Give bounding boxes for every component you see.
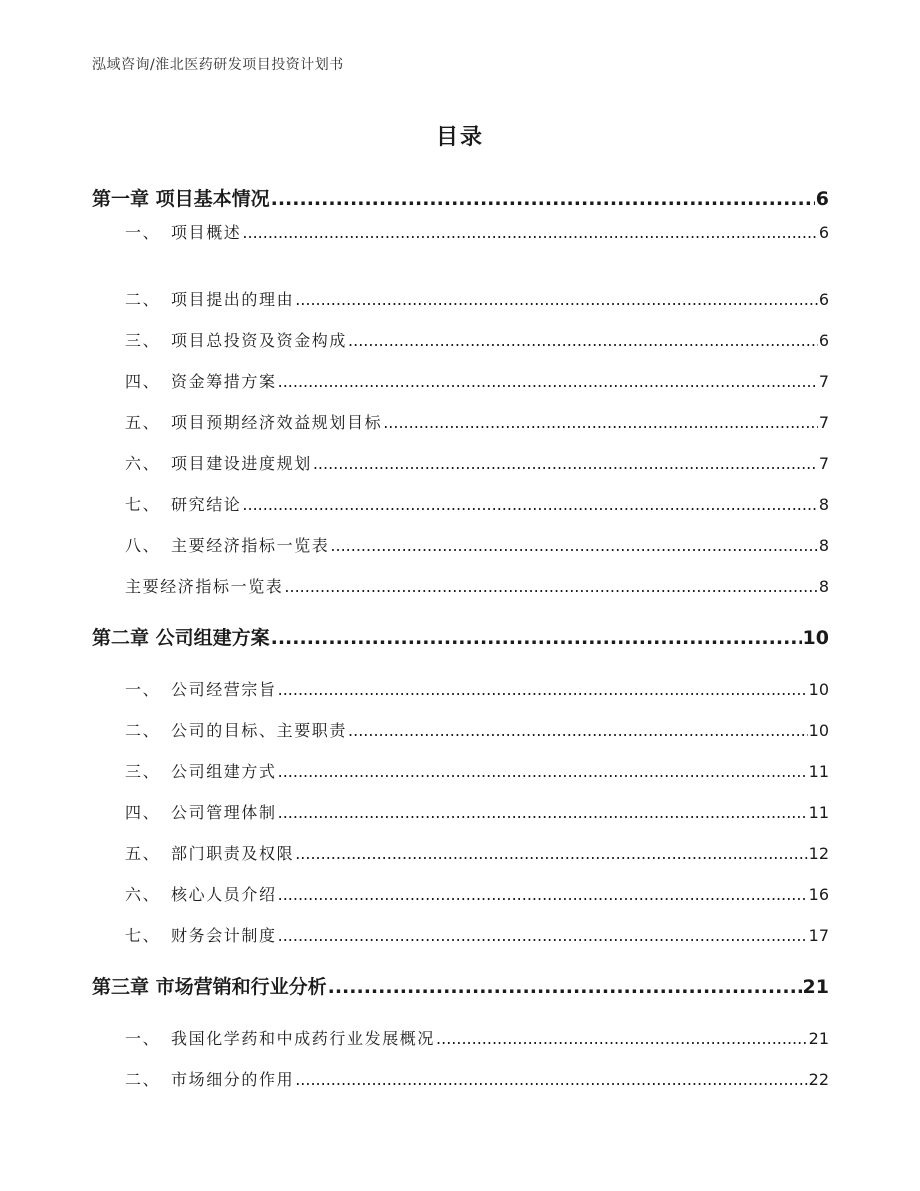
dot-leader bbox=[436, 1029, 808, 1048]
toc-entry-page: 6 bbox=[818, 331, 829, 350]
toc-section-2-6[interactable] bbox=[125, 882, 829, 905]
toc-section-1-3[interactable] bbox=[125, 328, 829, 351]
toc-title: 目录 bbox=[435, 125, 484, 150]
toc-section-2-5[interactable] bbox=[125, 841, 829, 864]
toc-entry-number: 二、 bbox=[125, 290, 161, 309]
dot-leader bbox=[295, 1070, 807, 1089]
toc-entry-label: 项目提出的理由 bbox=[171, 290, 295, 309]
toc-entry-label: 第一章 项目基本情况 bbox=[92, 188, 270, 210]
dot-leader bbox=[278, 762, 808, 781]
toc-section-1-2[interactable] bbox=[125, 287, 829, 310]
toc-entry-number: 七、 bbox=[125, 926, 161, 945]
toc-entry-number: 二、 bbox=[125, 721, 161, 740]
toc-entry-page: 17 bbox=[808, 926, 829, 945]
toc-entry-page: 10 bbox=[802, 627, 829, 649]
toc-entry-label: 公司的目标、主要职责 bbox=[171, 721, 348, 740]
toc-section-1-7[interactable] bbox=[125, 492, 829, 515]
toc-entry-number: 六、 bbox=[125, 885, 161, 904]
toc-entry-number: 一、 bbox=[125, 1029, 161, 1048]
toc-entry-page: 21 bbox=[808, 1029, 829, 1048]
toc-entry-number: 八、 bbox=[125, 536, 161, 555]
dot-leader bbox=[278, 680, 808, 699]
dot-leader bbox=[383, 413, 818, 432]
toc-entry-number: 五、 bbox=[125, 844, 161, 863]
toc-chapter-3[interactable] bbox=[92, 972, 829, 999]
toc-entry-page: 12 bbox=[808, 844, 829, 863]
dot-leader bbox=[278, 926, 808, 945]
toc-entry-label: 财务会计制度 bbox=[171, 926, 277, 945]
toc-entry-page: 7 bbox=[818, 413, 829, 432]
toc-entry-page: 7 bbox=[818, 372, 829, 391]
toc-entry-label: 公司组建方式 bbox=[171, 762, 277, 781]
toc-section-1-table[interactable] bbox=[125, 574, 829, 597]
toc-entry-label: 研究结论 bbox=[171, 495, 242, 514]
dot-leader bbox=[278, 885, 808, 904]
dot-leader bbox=[348, 721, 808, 740]
dot-leader bbox=[330, 536, 817, 555]
dot-leader bbox=[328, 976, 802, 998]
dot-leader bbox=[271, 627, 802, 649]
toc-section-1-5[interactable] bbox=[125, 410, 829, 433]
toc-entry-label: 公司管理体制 bbox=[171, 803, 277, 822]
dot-leader bbox=[295, 844, 807, 863]
dot-leader bbox=[348, 331, 818, 350]
dot-leader bbox=[313, 454, 818, 473]
toc-entry-number: 四、 bbox=[125, 803, 161, 822]
toc-entry-label: 项目总投资及资金构成 bbox=[171, 331, 348, 350]
toc-entry-number: 七、 bbox=[125, 495, 161, 514]
toc-entry-number: 一、 bbox=[125, 223, 161, 242]
toc-entry-page: 7 bbox=[818, 454, 829, 473]
toc-entry-label: 核心人员介绍 bbox=[171, 885, 277, 904]
toc-entry-number: 六、 bbox=[125, 454, 161, 473]
toc-entry-page: 16 bbox=[808, 885, 829, 904]
toc-entry-label: 第三章 市场营销和行业分析 bbox=[92, 976, 327, 998]
dot-leader bbox=[278, 372, 818, 391]
toc-entry-page: 6 bbox=[815, 188, 829, 210]
toc-entry-page: 10 bbox=[808, 680, 829, 699]
toc-entry-page: 10 bbox=[808, 721, 829, 740]
toc-entry-number: 四、 bbox=[125, 372, 161, 391]
dot-leader bbox=[278, 803, 808, 822]
toc-entry-label: 项目概述 bbox=[171, 223, 242, 242]
toc-entry-label: 部门职责及权限 bbox=[171, 844, 295, 863]
toc-entry-label: 项目建设进度规划 bbox=[171, 454, 312, 473]
toc-entry-number: 五、 bbox=[125, 413, 161, 432]
toc-entry-page: 8 bbox=[818, 495, 829, 514]
toc-section-1-4[interactable] bbox=[125, 369, 829, 392]
toc-entry-label: 资金筹措方案 bbox=[171, 372, 277, 391]
toc-section-3-1[interactable] bbox=[125, 1026, 829, 1049]
toc-entry-label: 我国化学药和中成药行业发展概况 bbox=[171, 1029, 436, 1048]
toc-entry-label: 市场细分的作用 bbox=[171, 1070, 295, 1089]
toc-section-2-3[interactable] bbox=[125, 759, 829, 782]
toc-entry-page: 22 bbox=[808, 1070, 829, 1089]
dot-leader bbox=[295, 290, 818, 309]
toc-section-1-8[interactable] bbox=[125, 533, 829, 556]
toc-entry-label: 主要经济指标一览表 bbox=[171, 536, 330, 555]
toc-entry-page: 11 bbox=[808, 803, 829, 822]
toc-entry-number: 一、 bbox=[125, 680, 161, 699]
toc-section-2-1[interactable] bbox=[125, 677, 829, 700]
toc-entry-page: 21 bbox=[802, 976, 829, 998]
running-header: 泓域咨询/淮北医药研发项目投资计划书 bbox=[92, 57, 344, 73]
dot-leader bbox=[242, 495, 817, 514]
toc-entry-page: 6 bbox=[818, 290, 829, 309]
dot-leader bbox=[242, 223, 817, 242]
toc-entry-page: 8 bbox=[818, 577, 829, 596]
toc-entry-label: 公司经营宗旨 bbox=[171, 680, 277, 699]
toc-entry-label: 项目预期经济效益规划目标 bbox=[171, 413, 383, 432]
toc-section-1-6[interactable] bbox=[125, 451, 829, 474]
toc-section-2-2[interactable] bbox=[125, 718, 829, 741]
toc-chapter-2[interactable] bbox=[92, 623, 829, 650]
toc-section-2-7[interactable] bbox=[125, 923, 829, 946]
toc-entry-page: 6 bbox=[818, 223, 829, 242]
toc-section-3-2[interactable] bbox=[125, 1067, 829, 1090]
toc-entry-label: 主要经济指标一览表 bbox=[125, 577, 284, 596]
toc-entry-label: 第二章 公司组建方案 bbox=[92, 627, 270, 649]
toc-chapter-1[interactable] bbox=[92, 184, 829, 211]
toc-section-2-4[interactable] bbox=[125, 800, 829, 823]
dot-leader bbox=[271, 188, 815, 210]
toc-entry-page: 11 bbox=[808, 762, 829, 781]
dot-leader bbox=[284, 577, 817, 596]
toc-entry-number: 三、 bbox=[125, 762, 161, 781]
toc-entry-page: 8 bbox=[818, 536, 829, 555]
toc-section-1-1[interactable] bbox=[125, 220, 829, 243]
toc-entry-number: 二、 bbox=[125, 1070, 161, 1089]
toc-entry-number: 三、 bbox=[125, 331, 161, 350]
